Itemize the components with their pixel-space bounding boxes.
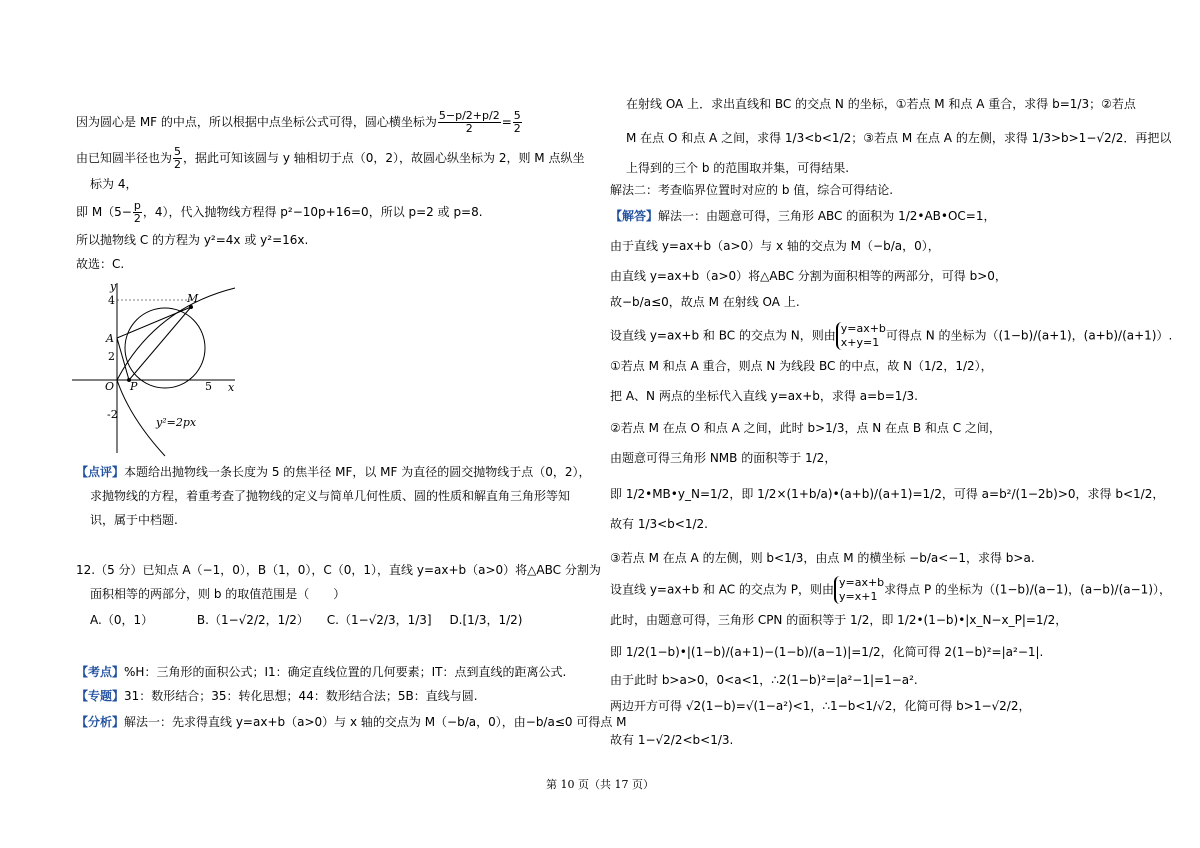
parabola-upper-branch	[117, 288, 235, 380]
jieda-tag: 【解答】	[610, 209, 659, 223]
right-line-3: 上得到的三个 b 的范围取并集，可得结果.	[626, 161, 850, 175]
x-axis-label: x	[228, 381, 235, 394]
fraction: $\frac{5}{2}$	[513, 109, 521, 135]
right-line-1: 在射线 OA 上．求出直线和 BC 的交点 N 的坐标，①若点 M 和点 A 重合，求得 b=1/3；②若点	[626, 97, 1136, 111]
right-line-18: 此时，由题意可得，三角形 CPN 的面积等于 1/2，即 1/2•(1−b)•|x_N−x_P|=1/2，	[610, 613, 1068, 627]
right-line-6: 由于直线 y=ax+b（a>0）与 x 轴的交点为 M（−b/a，0），	[610, 239, 940, 253]
left-line-4: 即 M（5− $\frac{p}{2}$ ，4），代入抛物线方程得 p²−10p+16=0，所以 p=2 或 p=8.	[76, 199, 483, 225]
parabola-circle-graph	[70, 278, 250, 458]
right-line-14: 即 1/2•MB•y_N=1/2，即 1/2×(1+b/a)•(a+b)/(a+1)=1/2，可得 a=b²/(1−2b)>0，求得 b<1/2，	[610, 487, 1165, 501]
segment-AP	[117, 338, 129, 380]
tick-label-4: 4	[108, 294, 115, 307]
curve-label: y²=2px	[156, 416, 197, 429]
option-d[interactable]: D.[1/3，1/2)	[449, 613, 523, 627]
right-line-12: ②若点 M 在点 O 和点 A 之间，此时 b>1/3，点 N 在点 B 和点 C 之间，	[610, 421, 1001, 435]
right-line-10: ①若点 M 和点 A 重合，则点 N 为线段 BC 的中点，故 N（1/2，1/2），	[610, 359, 993, 373]
option-a[interactable]: A.（0，1）	[90, 613, 154, 627]
jieda-line: 【解答】解法一：由题意可得，三角形 ABC 的面积为 1/2•AB•OC=1，	[610, 209, 996, 223]
right-line-20: 由于此时 b>a>0，0<a<1，∴2(1−b)²=|a²−1|=1−a².	[610, 673, 918, 687]
left-line-5: 所以抛物线 C 的方程为 y²=4x 或 y²=16x.	[76, 233, 309, 247]
fraction: $\frac{5}{2}$	[174, 145, 182, 171]
right-line-13: 由题意可得三角形 NMB 的面积等于 1/2，	[610, 451, 837, 465]
dianping-tag: 【点评】	[76, 465, 125, 479]
question-12-line-2: 面积相等的两部分，则 b 的取值范围是（ ）	[90, 587, 346, 601]
right-line-7: 由直线 y=ax+b（a>0）将△ABC 分割为面积相等的两部分，可得 b>0，	[610, 269, 1007, 283]
right-line-2: M 在点 O 和点 A 之间，求得 1/3<b<1/2；③若点 M 在点 A 的左侧，求得 1/3>b>1−√2/2．再把以	[626, 131, 1172, 145]
kaodian-tag: 【考点】	[76, 665, 125, 679]
segment-AM	[117, 307, 191, 338]
right-line-8: 故−b/a≤0，故点 M 在射线 OA 上.	[610, 295, 800, 309]
right-line-16: ③若点 M 在点 A 的左侧，则 b<1/3，由点 M 的横坐标 −b/a<−1，求得 b>a.	[610, 551, 1035, 565]
fraction: $\frac{p}{2}$	[133, 199, 141, 225]
left-line-6: 故选：C.	[76, 257, 125, 271]
point-P-label: P	[130, 380, 138, 393]
right-line-4: 解法二：考查临界位置时对应的 b 值，综合可得结论.	[610, 183, 894, 197]
equation-system-1: y=ax+b x+y=1	[836, 322, 886, 350]
dianping-line-3: 识，属于中档题.	[90, 513, 178, 527]
right-line-22: 故有 1−√2/2<b<1/3.	[610, 733, 734, 747]
fenxi-line: 【分析】解法一：先求得直线 y=ax+b（a>0）与 x 轴的交点为 M（−b/a，0），由−b/a≤0 可得点 M	[76, 715, 627, 729]
tick-label-2: 2	[108, 350, 115, 363]
right-line-11: 把 A、N 两点的坐标代入直线 y=ax+b，求得 a=b=1/3.	[610, 389, 918, 403]
equation-system-2: y=ax+b y=x+1	[834, 576, 884, 604]
zhuanti-line: 【专题】31：数形结合；35：转化思想；44：数形结合法；5B：直线与圆.	[76, 689, 478, 703]
left-line-2: 由已知圆半径也为 $\frac{5}{2}$ ，据此可知该圆与 y 轴相切于点（0，2），故圆心纵坐标为 2，则 M 点纵坐	[76, 145, 585, 171]
dianping-line-2: 求抛物线的方程，着重考查了抛物线的定义与简单几何性质、圆的性质和解直角三角形等知	[90, 489, 571, 503]
point-M-label: M	[187, 292, 199, 305]
fenxi-tag: 【分析】	[76, 715, 125, 729]
option-c[interactable]: C.（1−√2/3，1/3]	[326, 613, 432, 627]
y-axis-label: y	[110, 280, 117, 293]
left-line-1: 因为圆心是 MF 的中点，所以根据中点坐标公式可得，圆心横坐标为 $\frac{5-p/2+p/2}{2}$ = $\frac{5}{2}$	[76, 109, 521, 135]
right-line-19: 即 1/2(1−b)•|(1−b)/(a+1)−(1−b)/(a−1)|=1/2，化简可得 2(1−b)²=|a²−1|.	[610, 645, 1044, 659]
circle	[125, 308, 205, 388]
tick-label-5: 5	[205, 380, 212, 393]
right-line-17: 设直线 y=ax+b 和 AC 的交点为 P，则由 y=ax+b y=x+1 求得点 P 的坐标为（(1−b)/(a−1)，(a−b)/(a−1)），	[610, 576, 1171, 603]
right-line-9: 设直线 y=ax+b 和 BC 的交点为 N，则由 y=ax+b x+y=1 可得点 N 的坐标为（(1−b)/(a+1)，(a+b)/(a+1)）.	[610, 322, 1173, 349]
options-row	[90, 612, 522, 628]
right-line-15: 故有 1/3<b<1/2.	[610, 517, 708, 531]
right-line-21: 两边开方可得 √2(1−b)=√(1−a²)<1，∴1−b<1/√2，化简可得 b>1−√2/2，	[610, 699, 1031, 713]
kaodian-line: 【考点】%H：三角形的面积公式；I1：确定直线位置的几何要素；IT：点到直线的距离公式.	[76, 665, 567, 679]
point-A-label: A	[106, 332, 114, 345]
dianping-line-1: 【点评】本题给出抛物线一条长度为 5 的焦半径 MF，以 MF 为直径的圆交抛物线于点（0，2），	[76, 465, 591, 479]
tick-label-neg2: -2	[107, 408, 118, 421]
point-M	[189, 305, 193, 309]
question-12-line-1: 12.（5 分）已知点 A（−1，0），B（1，0），C（0，1），直线 y=ax+b（a>0）将△ABC 分割为	[76, 563, 601, 577]
fraction: $\frac{5-p/2+p/2}{2}$	[438, 109, 500, 135]
option-b[interactable]: B.（1−√2/2，1/2）	[196, 613, 309, 627]
page-footer: 第 10 页（共 17 页）	[546, 778, 654, 791]
left-line-3: 标为 4，	[90, 177, 138, 191]
zhuanti-tag: 【专题】	[76, 689, 125, 703]
origin-label: O	[105, 380, 115, 393]
